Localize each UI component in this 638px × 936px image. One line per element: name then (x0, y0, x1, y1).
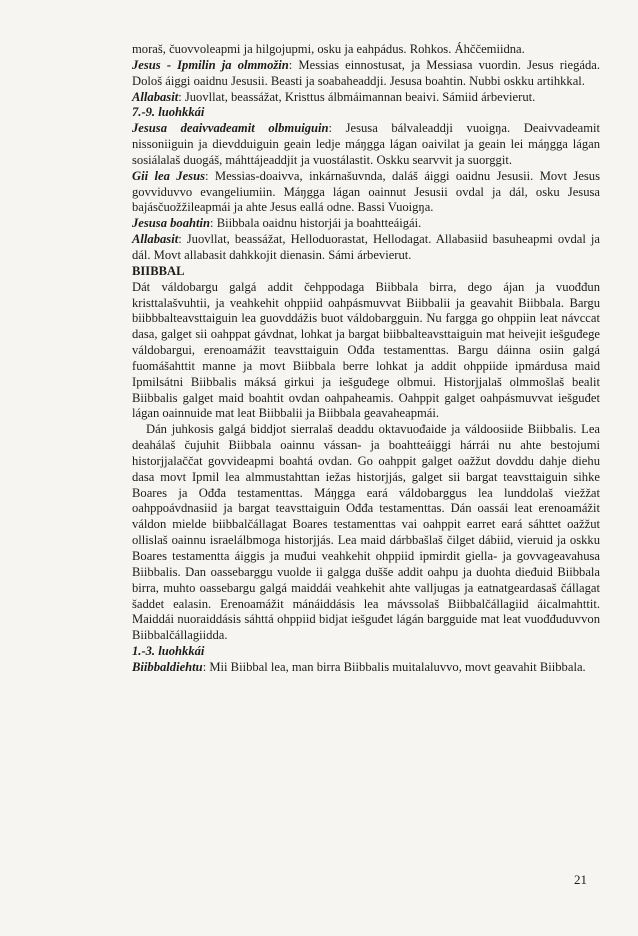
grade-heading: 7.-9. luohkkái (132, 105, 205, 120)
term-description: : Messias einnostusat, ja Messiasa vuordin. Jesus riegáda. Dološ áiggi oaidnu Jesusii. Beasti ja soabaheaddji. Jesusa boahtin. Nubbi oskku artihkkal. (132, 57, 600, 88)
paragraph (132, 216, 600, 232)
paragraph (132, 121, 600, 169)
page-body (132, 42, 600, 676)
paragraph: moraš, čuovvoleapmi ja hilgojupmi, osku ja eahpádus. Rohkos. Áhččemiidna. (132, 42, 525, 56)
term-description: : Jesusa bálvaleaddji vuoigŋa. Deaivvadeamit nissoniiguin ja dievdduiguin geain ledje máŋgga lágan oaivilat ja geain lei máŋgga lágan sosiálalaš duogáš, máhttájeaddjit ja vuostálastit. Oskku searvvit ja suorggit. (132, 121, 600, 167)
term-description: : Messias-doaivva, inkárnašuvnda, daláš áiggi oaidnu Jesusii. Movt Jesus govviduvvo evangeliumiin. Máŋgga lágan oainnut Jesusii ovdal ja dál, osku Jesusa bajásčuožžileapmái ja ahte Jesus eallá odne. Bassi Vuoigŋa. (132, 168, 601, 215)
term-description: : Juovllat, beassážat, Kristtus álbmáimannan beaivi. Sámiid árbevierut. (178, 89, 536, 104)
grade-heading: 1.-3. luohkkái (132, 644, 205, 659)
term-description: : Biibbala oaidnu historjái ja boahtteáigái. (210, 216, 422, 231)
term: Jesus - Ipmilin ja olmmožin (132, 57, 289, 72)
term-description: : Mii Biibbal lea, man birra Biibbalis muitalaluvvo, movt geavahit Biibbala. (202, 659, 586, 674)
paragraph (132, 232, 600, 264)
paragraph (132, 169, 600, 217)
term: Gii lea Jesus (132, 168, 205, 183)
section-title: BIIBBAL (132, 263, 185, 278)
term: Jesusa boahtin (132, 216, 211, 231)
term-description: : Juovllat, beassážat, Helloduorastat, Hellodagat. Allabasiid basuheapmi ovdal ja dál. Movt allabasit dahkkojit dienasin. Sámi árbevierut. (132, 232, 600, 262)
term: Jesusa deaivvadeamit olbmuiguin (132, 121, 329, 136)
paragraph (132, 660, 600, 676)
page-number: 21 (574, 872, 587, 887)
paragraph (132, 58, 600, 90)
paragraph (132, 90, 600, 106)
paragraph: Dát váldobargu galgá addit čehppodaga Biibbala birra, dego ájan ja vuođđun kristtalašvuhtii, ja veahkehit ohppiid oahpásmuvvat Biibbalii ja geavahit Biibbala. Bargu biibbbalteavsttaiguin lea guovddážis buot váldobargguin. Nu fargga go ohppiin leat návccat dasa, galget sii oahppat gávdnat, lohkat ja bargat biibbalteavsttaiguin mat heivejit iešguđege váldobargui, erenoamážit teavsttaiguin Ođđa testamenttas. Bargu dáinna osiin galgá fuomášahttit manne ja movt Biibbala berre lohkat ja addit ohppiide ipmárdusa maid Ipmilsátni Biibbalis máksá girkui ja iešguđege olbmui. Historjjalaš olmmošlaš bealit Biibbalis galget maid boahtit ovdan oahpaheamis. Oahppit galget oahpásmuvvat iešguđet lágan oainnuide mat leat Biibbalii ja Biibbala geavaheapmái. (132, 279, 600, 421)
paragraph: Dán juhkosis galgá biddjot sierralaš deaddu oktavuođaide ja váldoosiide Biibbalis. Lea deahálaš čujuhit Biibbala oainnu vássan- ja boahtteáiggi hárrái nu ahte bestojumi historjjalaččat govvideapmi boahtá ovdan. Go oahppit galget oažžut dovddu dahje diehu dasa movt Ipmil lea almmustahttan iežas historjjás, galget sii bargat teavsttaiguin sihke Boares ja Ođđa testamenttas. Máŋgga eará váldobarggus lea lunddolaš viežžat oahppoávdnasiid ja bargat teavsttaiguin Ođđa testamenttas. Dán oassái leat erenoamážit váldon mielde biibbalčállagat Boares testamenttas vai oahppit earret eará sáhttet oažžut ollislaš oainnu israelálbmoga historjjás. Lea maid dárbbašlaš čilget dábiid, vieruid ja oskku Boares testamentta áiggis ja muđui veahkehit ohppiid ipmirdit giella- ja govvageavahusa Biibbalis. Dan oassebarggu vuolde ii galgga dušše addit oahpu ja duohta dieđuid Biibbala birra, muhto oassebargu galgá maiddái veahkehit ahte valljugas ja eatnatgeardasaš čállagat šaddet ealasin. Erenoamážit mánáiddásis lea mávssolaš Biibbalčállagiid áicalmahttit. Maiddái nuoraiddásis sáhttá ohppiid bidjat iešguđet lágán bargguide mat leat vuođđuduvvon Biibbalčállagiidda. (132, 422, 600, 643)
term: Allabasit (132, 232, 179, 247)
term: Biibbaldiehtu (132, 659, 203, 674)
term: Allabasit (132, 89, 179, 104)
